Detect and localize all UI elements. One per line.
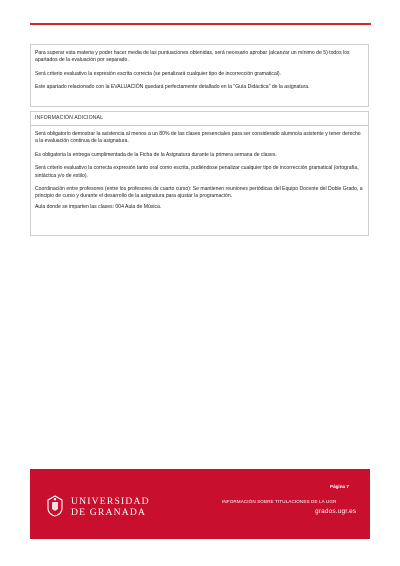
university-name-line2: DE GRANADA: [71, 507, 147, 518]
additional-info-body: [31, 126, 368, 212]
evaluation-section: [30, 44, 369, 107]
additional-info-section: [30, 111, 369, 236]
evaluation-paragraph-3: Este apartado relacionado con la EVALUACIÓN quedará perfectamente detallado en la "Guía Didáctica" de la asignatura.: [35, 84, 310, 91]
additional-info-paragraph-3: Será criterio evaluativo la correcta expresión tanto oral como escrita, pudiéndose penalizar cualquier tipo de incorrección gramatical (ortografía, sintáctica y/o de estilo).: [35, 165, 359, 179]
university-name-line1: UNIVERSIDAD: [71, 496, 150, 507]
additional-info-paragraph-2: Es obligatoria la entrega cumplimentada de la Ficha de la Asignatura durante la primera semana de clases.: [35, 151, 277, 158]
page-footer: [30, 469, 370, 539]
university-seal-icon: [46, 495, 64, 517]
additional-info-paragraph-1: Será obligatorio demostrar la asistencia al menos a un 80% de las clases presenciales para ser considerado alumno/a asistente y tener derecho a la evaluación continua de la asignatura.: [35, 131, 361, 145]
evaluation-paragraph-2: Será criterio evaluativo la expresión escrita correcta (se penalizará cualquier tipo de incorrección gramatical).: [35, 70, 282, 77]
additional-info-paragraph-4: Coordinación entre profesores (entre los profesores de cuarto curso): Se mantienen reuniones periódicas del Equipo Docente del Doble Grado, a principio de curso y durante el desarrollo de la asignatura para ajustar la programación.: [35, 186, 363, 200]
additional-info-header: INFORMACIÓN ADICIONAL: [31, 112, 368, 126]
footer-info-text: INFORMACIÓN SOBRE TITULACIONES DE LA UGR: [222, 499, 337, 504]
evaluation-paragraph-1: Para superar esta materia y poder hacer media de las puntuaciones obtenidas, será necesario aprobar (alcanzar un mínimo de 5) todos los apartados de la evaluación por separado.: [35, 50, 350, 64]
page-number: Página 7: [330, 484, 349, 489]
additional-info-paragraph-5: Aula donde se imparten las clases: 004 Aula de Música.: [35, 204, 162, 211]
footer-site-link[interactable]: grados.ugr.es: [315, 508, 357, 515]
header-rule: [30, 23, 371, 25]
